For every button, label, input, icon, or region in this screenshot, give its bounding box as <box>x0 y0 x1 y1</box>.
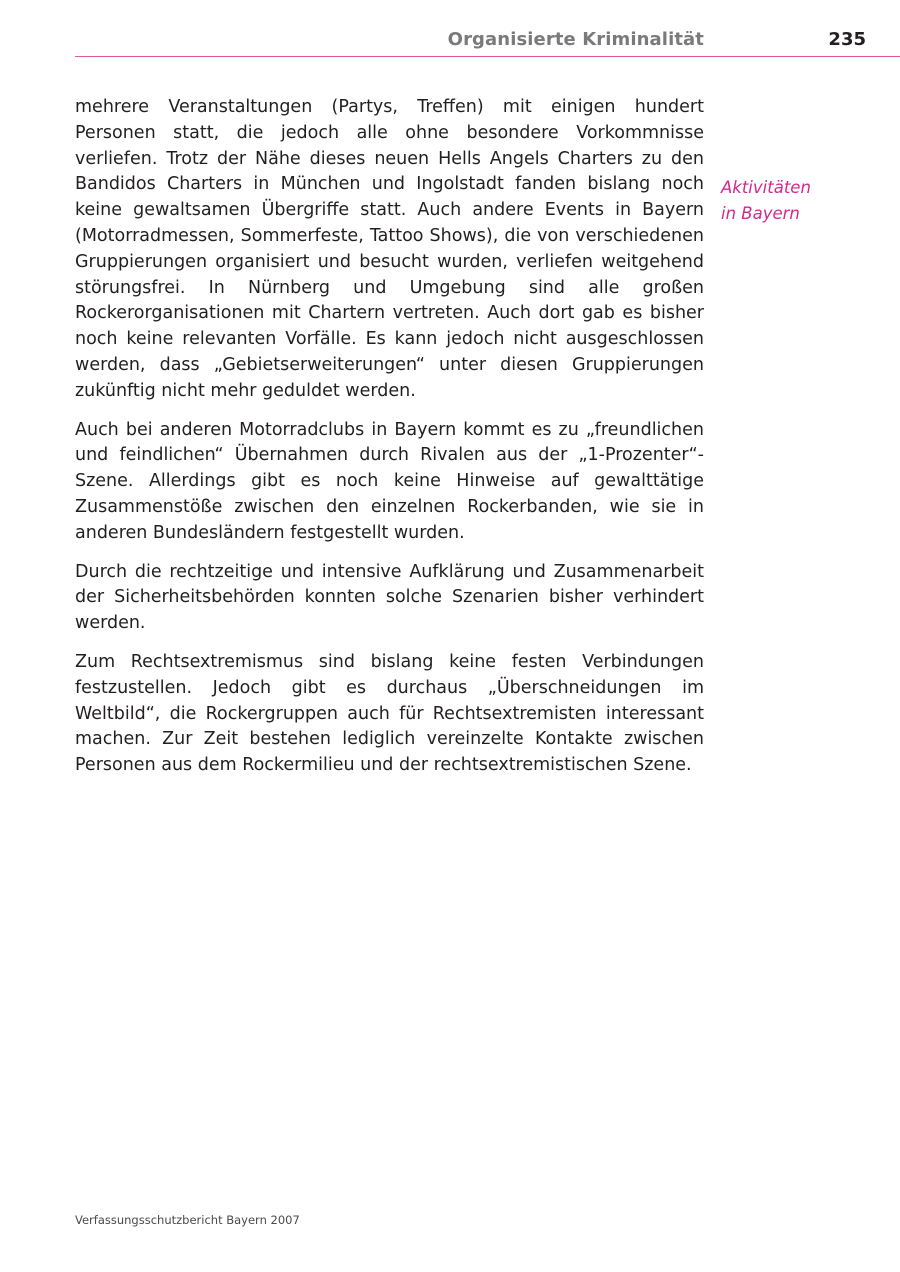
header-rule <box>75 56 900 57</box>
margin-note <box>721 175 831 227</box>
paragraph: Durch die rechtzeitige und intensive Aufklärung und Zusammenarbeit der Sicherheitsbehörden konnten solche Szenarien bisher verhindert werden. <box>75 561 704 634</box>
paragraph: Zum Rechtsextremismus sind bislang keine festen Verbindungen festzustellen. Jedoch gibt es durchaus „Überschneidungen im Weltbild“, die Rockergruppen auch für Rechtsextremisten interessant machen. Zur Zeit bestehen lediglich vereinzelte Kontakte zwischen Personen aus dem Rockermilieu und der rechtsextremistischen Szene. <box>75 651 704 776</box>
paragraph: mehrere Veranstaltungen (Partys, Treffen) mit einigen hundert Personen statt, die jedoch alle ohne besondere Vorkommnisse verliefen. Trotz der Nähe dieses neuen Hells Angels Charters zu den Bandidos Charters in München und Ingolstadt fanden bislang noch keine gewaltsamen Übergriffe statt. Auch andere Events in Bayern (Motorradmessen, Sommerfeste, Tattoo Shows), die von verschiedenen Gruppierungen organisiert und besucht wurden, verliefen weitgehend störungsfrei. In Nürnberg und Umgebung sind alle großen Rockerorganisationen mit Chartern vertreten. Auch dort gab es bisher noch keine relevanten Vorfälle. Es kann jedoch nicht ausgeschlossen werden, dass „Gebietserweiterungen“ unter diesen Gruppierungen zukünftig nicht mehr geduldet werden. <box>75 97 704 401</box>
margin-note-line: in Bayern <box>721 203 800 223</box>
paragraph: Auch bei anderen Motorradclubs in Bayern kommt es zu „freundlichen und feindlichen“ Übernahmen durch Rivalen aus der „1-Prozenter“-Szene. Allerdings gibt es noch keine Hinweise auf gewalttätige Zusammenstöße zwischen den einzelnen Rockerbanden, wie sie in anderen Bundesländern festgestellt wurden. <box>75 419 704 543</box>
body-text <box>75 95 704 792</box>
page-header <box>75 0 900 57</box>
page-footer: Verfassungsschutzbericht Bayern 2007 <box>75 1213 300 1227</box>
section-title: Organisierte Kriminalität <box>447 29 704 50</box>
page-number: 235 <box>828 29 866 50</box>
margin-note-line: Aktivitäten <box>721 178 811 197</box>
